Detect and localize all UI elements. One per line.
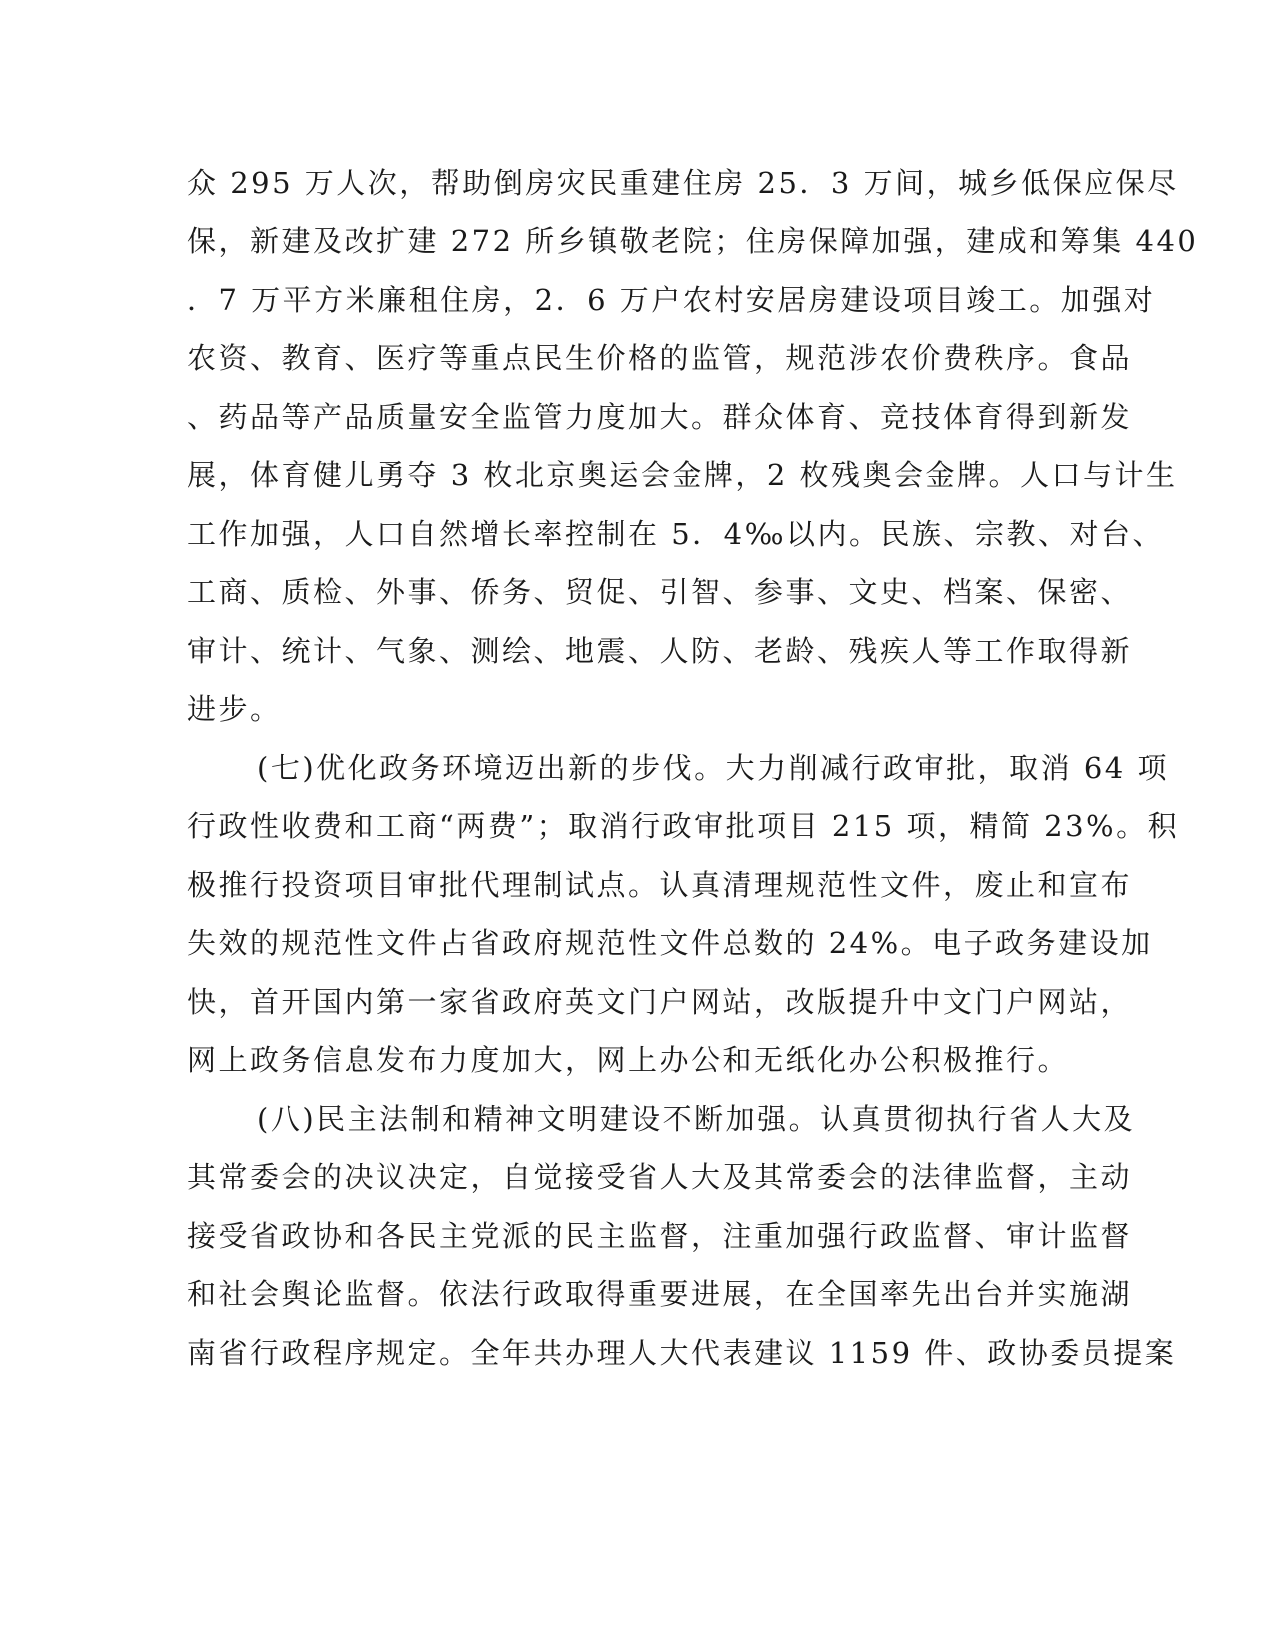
text-line: 失效的规范性文件占省政府规范性文件总数的 24%。电子政务建设加	[187, 926, 1153, 960]
text-line: 工作加强，人口自然增长率控制在 5．4‰以内。民族、宗教、对台、	[187, 517, 1165, 551]
text-line: 展，体育健儿勇夺 3 枚北京奥运会金牌，2 枚残奥会金牌。人口与计生	[187, 458, 1178, 492]
text-line: 网上政务信息发布力度加大，网上办公和无纸化办公积极推行。	[187, 1043, 1070, 1077]
text-line: 南省行政程序规定。全年共办理人大代表建议 1159 件、政协委员提案	[187, 1336, 1177, 1370]
text-line: 极推行投资项目审批代理制试点。认真清理规范性文件，废止和宣布	[187, 868, 1133, 902]
text-line: 众 295 万人次，帮助倒房灾民重建住房 25．3 万间，城乡低保应保尽	[187, 166, 1179, 200]
text-line: 其常委会的决议决定，自觉接受省人大及其常委会的法律监督，主动	[187, 1160, 1133, 1194]
text-line: 接受省政协和各民主党派的民主监督，注重加强行政监督、审计监督	[187, 1219, 1133, 1253]
text-line: 进步。	[187, 692, 282, 726]
text-line: ．7 万平方米廉租住房，2．6 万户农村安居房建设项目竣工。加强对	[187, 283, 1156, 317]
text-line: 和社会舆论监督。依法行政取得重要进展，在全国率先出台并实施湖	[187, 1277, 1133, 1311]
paragraph-8-first-line: (八)民主法制和精神文明建设不断加强。认真贯彻执行省人大及	[257, 1102, 1136, 1136]
paragraph-7-first-line: (七)优化政务环境迈出新的步伐。大力削减行政审批，取消 64 项	[257, 751, 1169, 785]
text-line: 行政性收费和工商“两费”；取消行政审批项目 215 项，精简 23%。积	[187, 809, 1180, 843]
text-line: 农资、教育、医疗等重点民生价格的监管，规范涉农价费秩序。食品	[187, 341, 1133, 375]
text-line: 快，首开国内第一家省政府英文门户网站，改版提升中文门户网站，	[187, 985, 1133, 1019]
text-line: 、药品等产品质量安全监管力度加大。群众体育、竞技体育得到新发	[187, 400, 1133, 434]
text-line: 保，新建及改扩建 272 所乡镇敬老院；住房保障加强，建成和筹集 440	[187, 224, 1199, 258]
text-line: 审计、统计、气象、测绘、地震、人防、老龄、残疾人等工作取得新	[187, 634, 1133, 668]
text-line: 工商、质检、外事、侨务、贸促、引智、参事、文史、档案、保密、	[187, 575, 1133, 609]
